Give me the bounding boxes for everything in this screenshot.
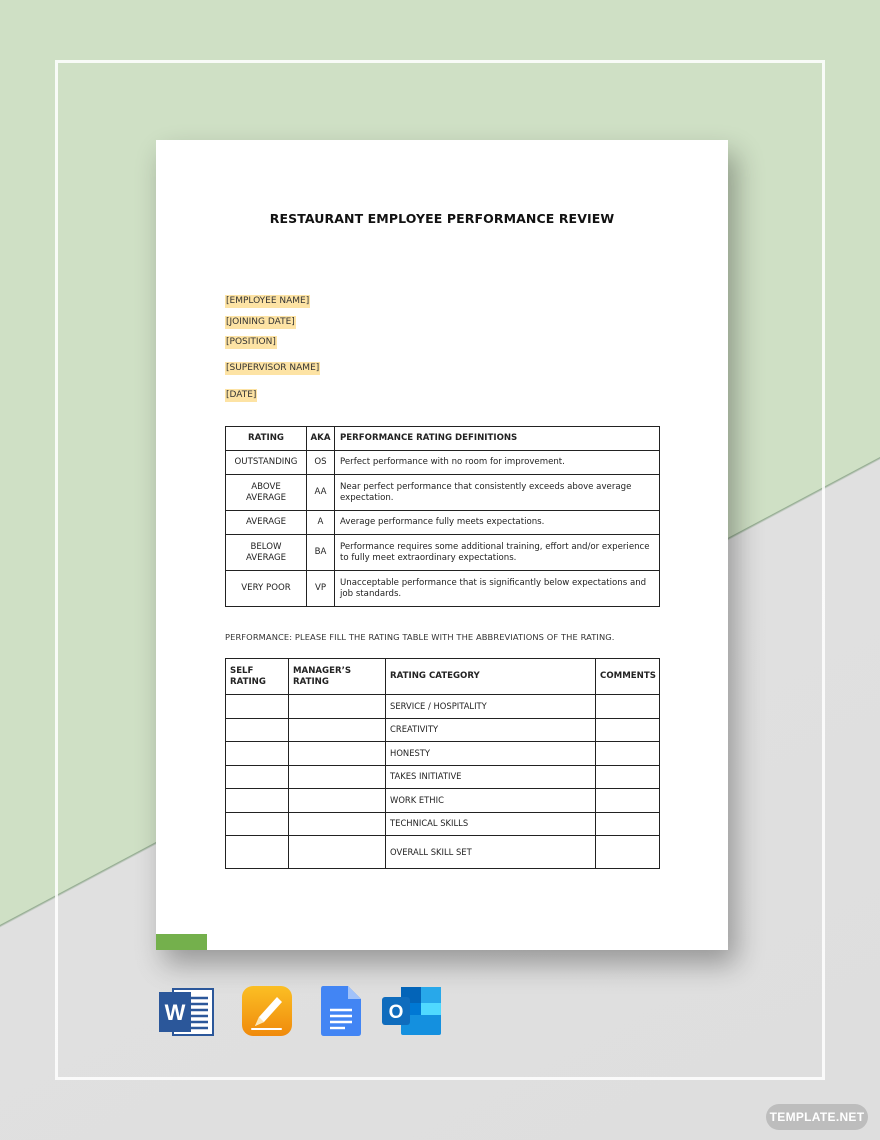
column-header: RATING bbox=[226, 427, 307, 451]
rating-definitions-table bbox=[225, 426, 660, 607]
outlook-icon[interactable] bbox=[381, 985, 443, 1041]
field-date[interactable]: [DATE] bbox=[226, 390, 257, 400]
word-icon[interactable] bbox=[159, 986, 215, 1042]
self-rating-cell[interactable] bbox=[226, 789, 289, 813]
manager-rating-cell[interactable] bbox=[289, 718, 386, 742]
column-header-managers-rating: MANAGER’S RATING bbox=[289, 659, 386, 695]
table-row bbox=[226, 475, 660, 511]
comments-cell[interactable] bbox=[596, 789, 660, 813]
comments-cell[interactable] bbox=[596, 836, 660, 869]
category-cell: SERVICE / HOSPITALITY bbox=[386, 695, 596, 719]
category-cell: TECHNICAL SKILLS bbox=[386, 812, 596, 836]
self-rating-cell[interactable] bbox=[226, 836, 289, 869]
rating-cell: AVERAGE bbox=[226, 511, 307, 535]
rating-cell: VERY POOR bbox=[226, 571, 307, 607]
category-cell: HONESTY bbox=[386, 742, 596, 766]
column-header-rating-category: RATING CATEGORY bbox=[386, 659, 596, 695]
manager-rating-cell[interactable] bbox=[289, 765, 386, 789]
outlook-letter: O bbox=[388, 1002, 404, 1023]
table-row bbox=[226, 718, 660, 742]
pages-icon[interactable] bbox=[241, 985, 293, 1041]
definition-cell: Performance requires some additional training, effort and/or experience to fully meet extraordinary expectations. bbox=[335, 535, 660, 571]
table-row bbox=[226, 535, 660, 571]
table-row bbox=[226, 812, 660, 836]
definition-cell: Average performance fully meets expectations. bbox=[335, 511, 660, 535]
table-row bbox=[226, 571, 660, 607]
table-row bbox=[226, 765, 660, 789]
rating-cell: BELOW AVERAGE bbox=[226, 535, 307, 571]
column-header: AKA bbox=[307, 427, 335, 451]
table-row bbox=[226, 836, 660, 869]
definition-cell: Near perfect performance that consistently exceeds above average expectation. bbox=[335, 475, 660, 511]
comments-cell[interactable] bbox=[596, 718, 660, 742]
template-net-badge[interactable]: TEMPLATE.NET bbox=[766, 1104, 868, 1130]
manager-rating-cell[interactable] bbox=[289, 836, 386, 869]
google-docs-icon[interactable] bbox=[320, 985, 362, 1041]
performance-rating-table bbox=[225, 658, 660, 869]
definition-cell: Perfect performance with no room for improvement. bbox=[335, 451, 660, 475]
manager-rating-cell[interactable] bbox=[289, 742, 386, 766]
comments-cell[interactable] bbox=[596, 742, 660, 766]
definition-cell: Unacceptable performance that is significantly below expectations and job standards. bbox=[335, 571, 660, 607]
self-rating-cell[interactable] bbox=[226, 765, 289, 789]
rating-cell: ABOVE AVERAGE bbox=[226, 475, 307, 511]
category-cell: WORK ETHIC bbox=[386, 789, 596, 813]
field-employee-name[interactable]: [EMPLOYEE NAME] bbox=[226, 296, 310, 306]
self-rating-cell[interactable] bbox=[226, 718, 289, 742]
self-rating-cell[interactable] bbox=[226, 742, 289, 766]
category-cell: OVERALL SKILL SET bbox=[386, 836, 596, 869]
aka-cell: A bbox=[307, 511, 335, 535]
document-title: RESTAURANT EMPLOYEE PERFORMANCE REVIEW bbox=[269, 211, 615, 226]
aka-cell: AA bbox=[307, 475, 335, 511]
aka-cell: OS bbox=[307, 451, 335, 475]
self-rating-cell[interactable] bbox=[226, 695, 289, 719]
manager-rating-cell[interactable] bbox=[289, 812, 386, 836]
column-header-comments: COMMENTS bbox=[596, 659, 660, 695]
table-row bbox=[226, 695, 660, 719]
comments-cell[interactable] bbox=[596, 765, 660, 789]
self-rating-cell[interactable] bbox=[226, 812, 289, 836]
table-row bbox=[226, 511, 660, 535]
column-header: PERFORMANCE RATING DEFINITIONS bbox=[335, 427, 660, 451]
comments-cell[interactable] bbox=[596, 812, 660, 836]
table-header-row bbox=[226, 427, 660, 451]
category-cell: CREATIVITY bbox=[386, 718, 596, 742]
column-header-self-rating: SELF RATING bbox=[226, 659, 289, 695]
comments-cell[interactable] bbox=[596, 695, 660, 719]
word-letter: W bbox=[164, 1000, 186, 1025]
table-header-row bbox=[226, 659, 660, 695]
aka-cell: BA bbox=[307, 535, 335, 571]
manager-rating-cell[interactable] bbox=[289, 695, 386, 719]
rating-cell: OUTSTANDING bbox=[226, 451, 307, 475]
table-row bbox=[226, 789, 660, 813]
field-joining-date[interactable]: [JOINING DATE] bbox=[226, 317, 295, 327]
accent-bar bbox=[156, 934, 207, 950]
aka-cell: VP bbox=[307, 571, 335, 607]
document-page bbox=[156, 140, 728, 950]
manager-rating-cell[interactable] bbox=[289, 789, 386, 813]
table-row bbox=[226, 451, 660, 475]
category-cell: TAKES INITIATIVE bbox=[386, 765, 596, 789]
field-position[interactable]: [POSITION] bbox=[226, 337, 276, 347]
instruction-note: PERFORMANCE: PLEASE FILL THE RATING TABLE WITH THE ABBREVIATIONS OF THE RATING. bbox=[225, 632, 615, 642]
table-row bbox=[226, 742, 660, 766]
field-supervisor-name[interactable]: [SUPERVISOR NAME] bbox=[226, 363, 320, 373]
